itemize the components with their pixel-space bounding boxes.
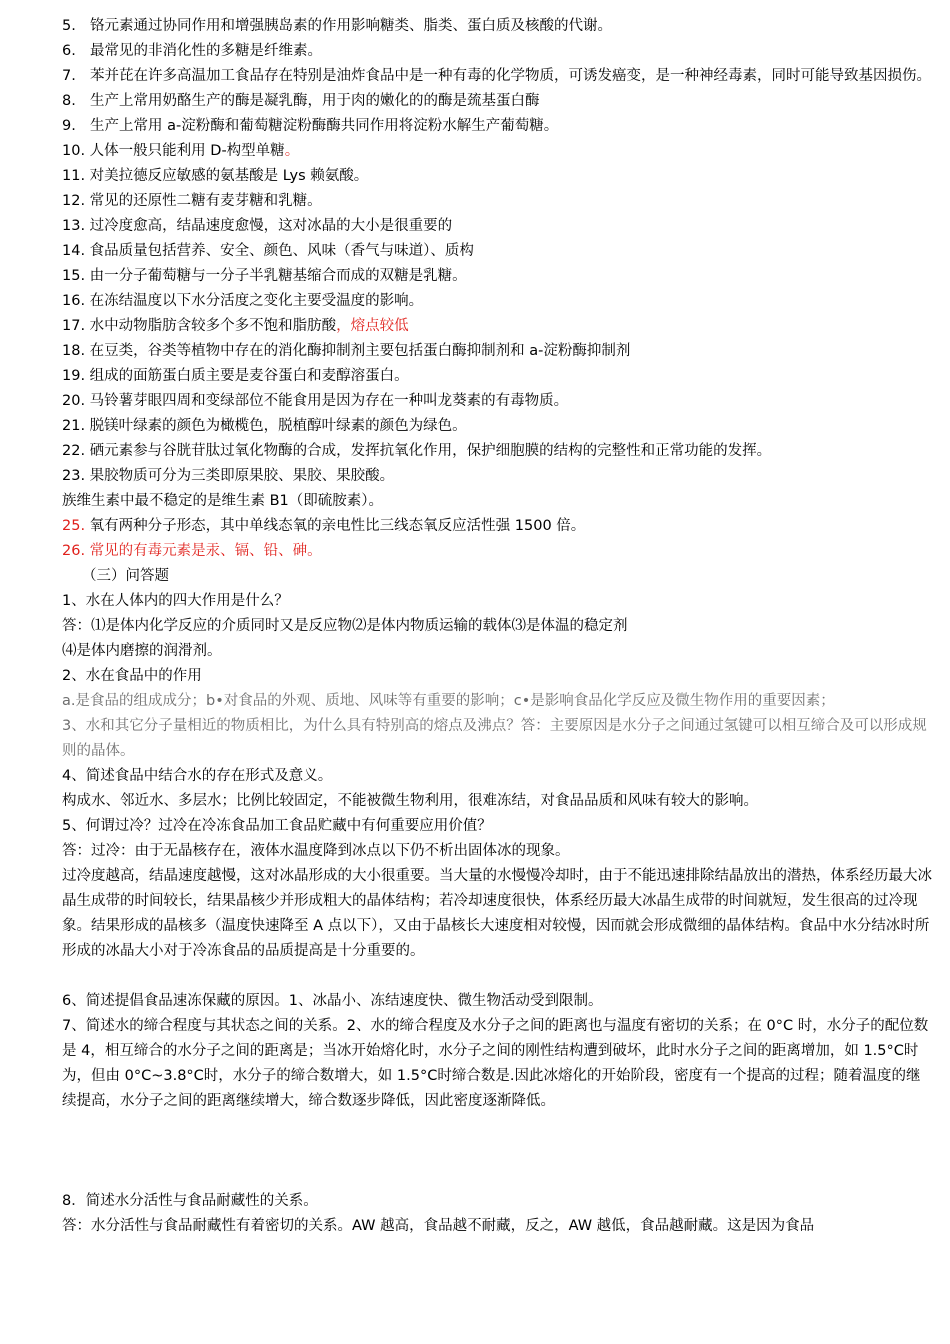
list-item: 15. 由一分子葡萄糖与一分子半乳糖基缩合而成的双糖是乳糖。 bbox=[62, 268, 467, 284]
document-page bbox=[62, 14, 934, 1239]
list-item: 25. 氧有两种分子形态，其中单线态氧的亲电性比三线态氧反应活性强 1500 倍。 bbox=[62, 518, 586, 534]
question-8: 8．简述水分活性与食品耐藏性的关系。 bbox=[62, 1193, 318, 1209]
list-item: 10. 人体一般只能利用 D-构型单糖。 bbox=[62, 143, 300, 159]
list-item: 17. 水中动物脂肪含较多个多不饱和脂肪酸，熔点较低 bbox=[62, 318, 409, 334]
question-1: 1、水在人体内的四大作用是什么？ bbox=[62, 593, 289, 609]
list-item: 9. 生产上常用 a-淀粉酶和葡萄糖淀粉酶酶共同作用将淀粉水解生产葡萄糖。 bbox=[62, 118, 559, 134]
list-item: 23. 果胶物质可分为三类即原果胶、果胶、果胶酸。 bbox=[62, 468, 395, 484]
list-item: 22. 硒元素参与谷胱苷肽过氧化物酶的合成，发挥抗氧化作用，保护细胞膜的结构的完整性和正常功能的发挥。 bbox=[62, 443, 772, 459]
question-6: 6、简述提倡食品速冻保藏的原因。1、冰晶小、冻结速度快、微生物活动受到限制。 bbox=[62, 993, 603, 1009]
list-item: 8. 生产上常用奶酪生产的酶是凝乳酶，用于肉的嫩化的的酶是巯基蛋白酶 bbox=[62, 93, 540, 109]
answer-1-line-1: 答：⑴是体内化学反应的介质同时又是反应物⑵是体内物质运输的载体⑶是体温的稳定剂 bbox=[62, 618, 628, 634]
list-item: 19. 组成的面筋蛋白质主要是麦谷蛋白和麦醇溶蛋白。 bbox=[62, 368, 409, 384]
list-item: 族维生素中最不稳定的是维生素 B1（即硫胺素）。 bbox=[62, 493, 384, 509]
answer-5-line-1: 答：过冷：由于无晶核存在，液体水温度降到冰点以下仍不析出固体冰的现象。 bbox=[62, 843, 570, 859]
list-item: 6. 最常见的非消化性的多糖是纤维素。 bbox=[62, 43, 322, 59]
question-7: 7、简述水的缔合程度与其状态之间的关系。2、水的缔合程度及水分子之间的距离也与温度有密切的关系；在 0°C 时，水分子的配位数是 4，相互缔合的水分子之间的距离是；当冰开始熔化时，水分子之间的刚性结构遭到破坏，此时水分子之间的距离增加，如 1.5°C时为，但由 0°C~3.8°C时，水分子的缔合数增大，如 1.5°C时缔合数是.因此冰熔化的开始阶段，密度有一个提高的过程；随着温度的继续提高，水分子之间的距离继续增大，缔合数逐步降低，因此密度逐渐降低。 bbox=[62, 1018, 929, 1109]
question-2: 2、水在食品中的作用 bbox=[62, 668, 202, 684]
list-item: 12. 常见的还原性二糖有麦芽糖和乳糖。 bbox=[62, 193, 322, 209]
list-item: 21. 脱镁叶绿素的颜色为橄榄色，脱植醇叶绿素的颜色为绿色。 bbox=[62, 418, 467, 434]
list-item: 5. 铬元素通过协同作用和增强胰岛素的作用影响糖类、脂类、蛋白质及核酸的代谢。 bbox=[62, 18, 612, 34]
list-item: 16. 在冻结温度以下水分活度之变化主要受温度的影响。 bbox=[62, 293, 424, 309]
section-heading: （三）问答题 bbox=[82, 568, 169, 584]
answer-2: a.是食品的组成成分；b•对食品的外观、质地、风味等有重要的影响；c•是影响食品化学反应及微生物作用的重要因素； bbox=[62, 693, 835, 709]
list-item: 14. 食品质量包括营养、安全、颜色、风味（香气与味道）、质构 bbox=[62, 243, 474, 259]
list-item: 18. 在豆类，谷类等植物中存在的消化酶抑制剂主要包括蛋白酶抑制剂和 a-淀粉酶抑制剂 bbox=[62, 343, 631, 359]
list-item: 11. 对美拉德反应敏感的氨基酸是 Lys 赖氨酸。 bbox=[62, 168, 369, 184]
list-item: 26. 常见的有毒元素是汞、镉、铅、砷。 bbox=[62, 543, 322, 559]
list-item: 20. 马铃薯芽眼四周和变绿部位不能食用是因为存在一种叫龙葵素的有毒物质。 bbox=[62, 393, 569, 409]
answer-4: 构成水、邻近水、多层水；比例比较固定，不能被微生物利用，很难冻结，对食品品质和风味有较大的影响。 bbox=[62, 793, 758, 809]
list-item: 13. 过冷度愈高，结晶速度愈慢，这对冰晶的大小是很重要的 bbox=[62, 218, 453, 234]
spacer bbox=[62, 964, 934, 989]
question-5: 5、何谓过冷？过冷在冷冻食品加工食品贮藏中有何重要应用价值？ bbox=[62, 818, 492, 834]
list-item: 7. 苯并芘在许多高温加工食品存在特别是油炸食品中是一种有毒的化学物质，可诱发癌变，是一种神经毒素，同时可能导致基因损伤。 bbox=[62, 68, 931, 84]
question-3: 3、水和其它分子量相近的物质相比，为什么具有特别高的熔点及沸点？答：主要原因是水分子之间通过氢键可以相互缔合及可以形成规则的晶体。 bbox=[62, 718, 927, 759]
answer-8: 答：水分活性与食品耐藏性有着密切的关系。AW 越高，食品越不耐藏，反之，AW 越低，食品越耐藏。这是因为食品 bbox=[62, 1218, 815, 1234]
answer-5-paragraph: 过冷度越高，结晶速度越慢，这对冰晶形成的大小很重要。当大量的水慢慢冷却时，由于不能迅速排除结晶放出的潜热，体系经历最大冰晶生成带的时间较长，结果晶核少并形成粗大的晶体结构；若冷却速度很快，体系经历最大冰晶生成带的时间就短，发生很高的过冷现象。结果形成的晶核多（温度快速降至 A 点以下），又由于晶核长大速度相对较慢，因而就会形成微细的晶体结构。食品中水分结冰时所形成的冰晶大小对于冷冻食品的品质提高是十分重要的。 bbox=[62, 868, 932, 959]
question-4: 4、简述食品中结合水的存在形式及意义。 bbox=[62, 768, 333, 784]
answer-1-line-2: ⑷是体内磨擦的润滑剂。 bbox=[62, 643, 222, 659]
spacer bbox=[62, 1114, 934, 1189]
